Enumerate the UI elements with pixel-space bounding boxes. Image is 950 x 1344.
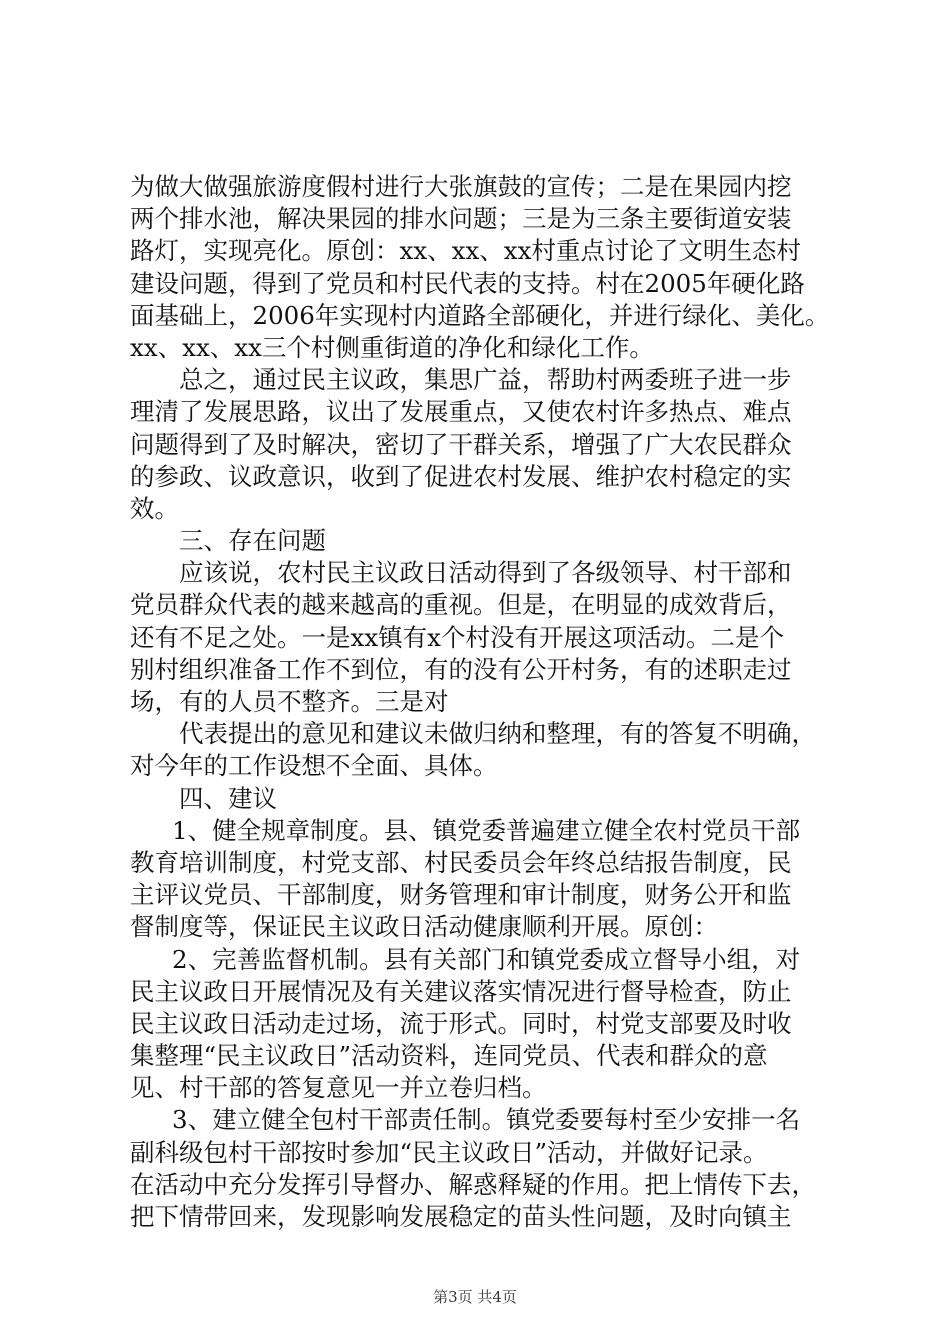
body-line: 建设问题，得到了党员和村民代表的支持。村在2005年硬化路: [130, 268, 805, 298]
body-line: 党员群众代表的越来越高的重视。但是，在明显的成效背后，: [130, 590, 792, 620]
body-line: 场，有的人员不整齐。三是对: [130, 687, 449, 716]
body-line: 路灯，实现亮化。原创：xx、xx、xx村重点讨论了文明生态村: [130, 236, 801, 266]
body-line: 督制度等，保证民主议政日活动健康顺利开展。原创：: [130, 912, 718, 942]
paragraph-start: 1、健全规章制度。县、镇党委普遍建立健全农村党员干部: [172, 815, 801, 845]
paragraph-start: 代表提出的意见和建议未做归纳和整理，有的答复不明确，: [179, 719, 816, 749]
page-footer: 第3页 共4页: [433, 1288, 517, 1306]
body-line: 在活动中充分发挥引导督办、解惑释疑的作用。把上情传下去，: [130, 1169, 816, 1199]
body-line: 别村组织准备工作不到位，有的没有公开村务，有的述职走过: [130, 654, 792, 684]
section-heading: 四、建议: [179, 783, 277, 813]
paragraph-start: 3、建立健全包村干部责任制。镇党委要每村至少安排一名: [172, 1105, 801, 1135]
section-heading: 三、存在问题: [179, 526, 326, 556]
body-line: 把下情带回来，发现影响发展稳定的苗头性问题，及时向镇主: [130, 1202, 792, 1231]
body-line: 主评议党员、干部制度，财务管理和审计制度，财务公开和监: [130, 880, 792, 910]
body-line: 教育培训制度，村党支部、村民委员会年终总结报告制度，民: [130, 847, 792, 877]
body-line: 效。: [130, 493, 179, 523]
body-line: 还有不足之处。一是xx镇有x个村没有开展这项活动。二是个: [130, 622, 784, 652]
body-line: 两个排水池，解决果园的排水问题；三是为三条主要街道安装: [130, 204, 792, 234]
body-line: 的参政、议政意识，收到了促进农村发展、维护农村稳定的实: [130, 461, 792, 491]
body-line: 民主议政日活动走过场，流于形式。同时，村党支部要及时收: [130, 1008, 792, 1038]
body-line: xx、xx、xx三个村侧重街道的净化和绿化工作。: [130, 332, 654, 362]
paragraph-start: 应该说，农村民主议政日活动得到了各级领导、村干部和: [179, 558, 792, 588]
paragraph-start: 总之，通过民主议政，集思广益，帮助村两委班子进一步: [179, 365, 792, 395]
body-line: 见、村干部的答复意见一并立卷归档。: [130, 1073, 547, 1103]
body-line: 对今年的工作设想不全面、具体。: [130, 751, 498, 781]
body-line: 集整理“民主议政日”活动资料，连同党员、代表和群众的意: [130, 1041, 768, 1071]
document-body: [130, 171, 830, 1233]
body-line: 为做大做强旅游度假村进行大张旗鼓的宣传；二是在果园内挖: [130, 172, 792, 201]
body-line: 问题得到了及时解决，密切了干群关系，增强了广大农民群众: [130, 429, 792, 459]
body-line: 民主议政日开展情况及有关建议落实情况进行督导检查，防止: [130, 976, 792, 1006]
body-line: 面基础上，2006年实现村内道路全部硬化，并进行绿化、美化。: [130, 300, 830, 330]
body-line: 副科级包村干部按时参加“民主议政日”活动，并做好记录。: [130, 1137, 768, 1167]
body-line: 理清了发展思路，议出了发展重点，又使农村许多热点、难点: [130, 397, 792, 427]
paragraph-start: 2、完善监督机制。县有关部门和镇党委成立督导小组，对: [172, 944, 801, 974]
